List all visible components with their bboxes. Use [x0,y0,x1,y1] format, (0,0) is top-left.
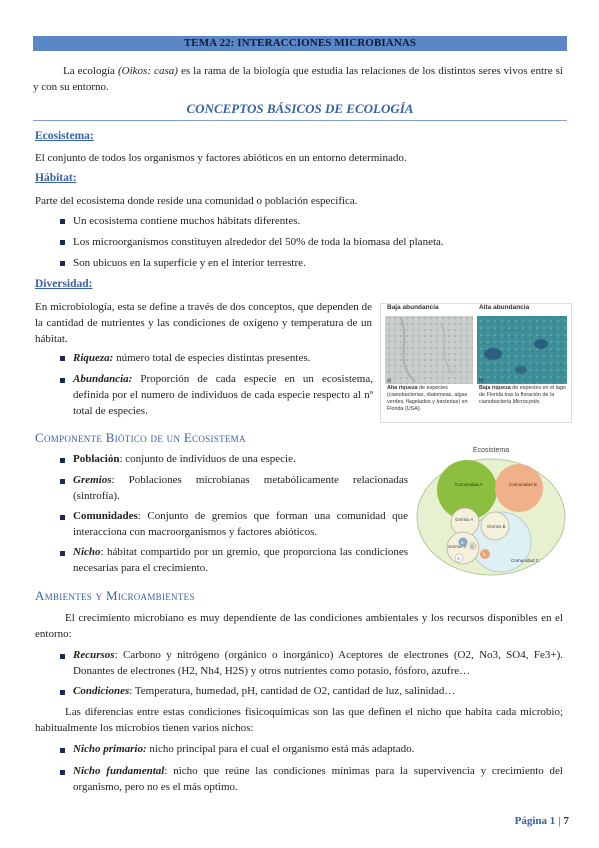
nicho-b-label: b [483,552,486,557]
abundancia-text: Proporción de cada especie en un ecosistema, definida por el numero de individuos de cada especie respecto al nº total de especies. [73,373,373,417]
intro-text: La ecología [63,65,118,77]
comunidades-term: Comunidades [73,510,138,522]
heading-diversidad: Diversidad: [35,278,93,290]
footer-separator: | [558,815,561,827]
fig1-right-caption [479,385,567,406]
nicho-text: : hábitat compartido por un gremio, que proporciona las condiciones necesarias para el crecimiento. [73,546,408,574]
fig1-left-caption-text: de especies (cianobacterias, diatomeas, algas verdes, flagelados y bacterias) en Florida (USA). [387,385,468,412]
ecosistema-label: Ecosistema [472,447,510,454]
gremio-a-label: Gremio A [455,517,474,522]
page-title: TEMA 22: INTERACCIONES MICROBIANAS [33,36,567,51]
fig1-right-caption-text: de especies en el lago de Florida tras la floración de la cianobacteria [479,385,566,405]
gremio-c-label: Gremio C [448,544,467,549]
bullet-icon [60,690,65,695]
recursos-bullet [73,647,563,679]
fig1-left-panel: a) [387,378,392,384]
nicho-primario-bullet [73,741,563,757]
fig1-right-title: Alta abundancia [479,304,530,311]
footer-label: Página [514,815,548,827]
ecosistema-text: El conjunto de todos los organismos y factores abióticos en un entorno determinado. [35,152,407,164]
diversidad-text: En microbiología, esta se define a través de dos conceptos, que dependen de la cantidad de nutrientes y las condiciones de oxígeno y temperatura de un hábitat. [35,301,372,345]
riqueza-bullet [73,350,373,366]
comunidad-c-label: Comunidad C [511,558,540,563]
section-rule [33,120,567,121]
comunidades-bullet [73,508,408,540]
gremios-bullet [73,472,408,504]
bullet-icon [60,748,65,753]
page-footer [515,815,569,827]
heading-componente: Componente Biótico de un Ecosistema [35,430,246,445]
intro-italic: (Oikos: casa) [118,65,178,77]
section-heading-conceptos: CONCEPTOS BÁSICOS DE ECOLOGÍA [186,101,414,116]
habitat-text: Parte del ecosistema donde reside una comunidad o población específica. [35,195,358,207]
abundancia-term: Abundancia: [73,373,133,385]
comunidad-b-circle [495,464,543,512]
figure-ecosistema [415,442,567,580]
comunidad-a-label: Comunidad A [455,482,483,487]
gremios-term: Gremios [73,474,112,486]
nicho-a-label: a [461,540,464,545]
riqueza-text: número total de especies distintas presentes. [113,352,311,364]
colony-shape [484,348,502,360]
colony-shape [534,339,548,349]
nicho-primario-text: nicho principal para el cual el organismo está más adaptado. [146,743,415,755]
poblacion-term: Población [73,453,120,465]
habitat-bullet-1: Un ecosistema contiene muchos hábitats diferentes. [73,215,301,227]
nicho-fundamental-text: : nicho que reúne las condiciones mínimas para la supervivencia y crecimiento del organismo, pero no es el más optimo. [73,765,563,793]
condiciones-text: : Temperatura, humedad, pH, cantidad de O2, cantidad de luz, salinidad… [129,685,456,697]
footer-page-number: 1 [549,815,556,827]
heading-ecosistema: Ecosistema: [35,130,94,142]
comunidad-b-label: Comunidad B [509,482,537,487]
bullet-icon [60,515,65,520]
nicho-fundamental-bullet [73,763,563,795]
intro-text-end: es la rama de la biología que estudia las relaciones de los distintos seres vivos entre sí y con su entorno. [33,65,563,93]
fig1-left-caption-bold: Alta riqueza [387,385,418,391]
condiciones-term: Condiciones [73,685,130,697]
bullet-icon [60,551,65,556]
bullet-icon [60,458,65,463]
fig1-right-panel: b) [479,378,484,384]
micrograph-left [385,316,473,384]
ambientes-text-2: Las diferencias entre estas condiciones fisicoquímicas son las que definen el nicho que habita cada microbio; habitualmente los microbios tienen varios nichos: [35,706,563,734]
heading-habitat: Hábitat: [35,172,77,184]
bullet-icon [60,219,65,224]
nicho-primario-term: Nicho primario: [73,743,147,755]
condiciones-bullet [73,683,563,699]
intro-paragraph [33,63,563,95]
habitat-bullet-2: Los microorganismos constituyen alrededor del 50% de toda la biomasa del planeta. [73,236,444,248]
abundancia-bullet [73,371,373,419]
bullet-icon [60,261,65,266]
fig1-left-title: Baja abundancia [387,304,439,311]
habitat-bullet-3: Son ubicuos en la superficie y en el interior terrestre. [73,257,306,269]
nicho-c-label: c [471,544,474,549]
gremio-b-label: Gremio B [487,524,506,529]
bullet-icon [60,378,65,383]
figure-abundancia [380,303,572,423]
nicho-term: Nicho [73,546,101,558]
ambientes-text: El crecimiento microbiano es muy dependiente de las condiciones ambientales y los recursos disponibles en el entorno: [35,612,563,640]
recursos-text: : Carbono y nitrógeno (orgánico o inorgánico) Aceptores de electrones (O2, No3, SO4, Fe3+). Donantes de electrones (H2, Nh4, H2S) y otros nutrientes como potasio, fósforo, azufre… [73,649,563,677]
nicho-bullet [73,544,408,576]
bullet-icon [60,356,65,361]
footer-total-pages: 7 [563,815,569,827]
bullet-icon [60,479,65,484]
bullet-icon [60,770,65,775]
figure-ecosistema-svg [415,442,567,580]
bullet-icon [60,654,65,659]
fig1-left-caption [387,385,473,413]
bullet-icon [60,240,65,245]
riqueza-term: Riqueza: [73,352,114,364]
nicho-fundamental-term: Nicho fundamental [73,765,165,777]
gremios-text: : Poblaciones microbianas metabólicamente relacionadas (sintrofía). [73,474,408,502]
colony-shape [515,366,527,374]
poblacion-bullet [73,451,408,467]
heading-ambientes: Ambientes y Microambientes [35,588,195,603]
recursos-term: Recursos [73,649,115,661]
fig1-right-caption-bold: Baja riqueza [479,385,511,391]
poblacion-text: : conjunto de individuos de una especie. [119,453,296,465]
poblacion-a-label: A [457,556,460,561]
fig1-right-caption-italic: Microcystis. [512,399,541,405]
comunidades-text: : Conjunto de gremios que forman una comunidad que interacciona con macroorganismos y factores abióticos. [73,510,408,538]
